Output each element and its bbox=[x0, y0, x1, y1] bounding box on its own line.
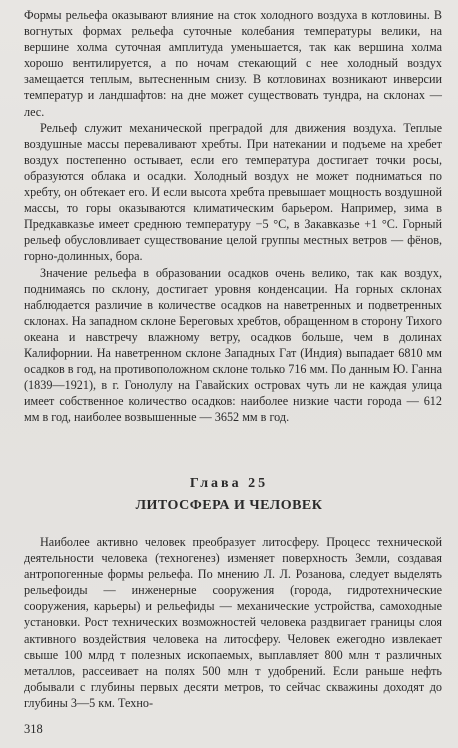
paragraph-precipitation: Значение рельефа в образовании осадков очень велико, так как воздух, поднимаясь по склону, достигает уровня конденсации. На горных склонах наблюдается различие в количестве осадков на наветренных и подветренных склонах. На западном склоне Береговых хребтов, обращенном в сторону Тихого океана и навстречу влажному ветру, осадков больше, чем в долинах Калифорнии. На наветренном склоне Западных Гат (Индия) выпадает 6810 мм осадков в год, на противоположном склоне только 716 мм. По данным Ю. Ганна (1839—1921), в г. Гонолулу на Гавайских островах чуть ли не каждая улица имеет собственное количество осадков: наиболее низкие части города — 612 мм в год, наиболее возвышенные — 3652 мм в год. bbox=[24, 265, 442, 425]
chapter-number: Глава 25 bbox=[189, 476, 269, 491]
chapter-title: ЛИТОСФЕРА И ЧЕЛОВЕК bbox=[135, 498, 323, 513]
page-number: 318 bbox=[24, 722, 43, 736]
paragraph-lithosphere-transformation: Наиболее активно человек преобразует литосферу. Процесс технической деятельности человека (техногенез) изменяет поверхность Земли, создавая антропогенные формы рельефа. По мнению Л. Л. Розанова, следует выделять рельефоиды — инженерные сооружения (города, гидротехнические сооружения, карьеры) и рельефиды — механические устройства, самоходные установки. Рост технических возможностей человека раздвигает границы слоя активного воздействия человека на литосферу. Человек ежегодно извлекает свыше 100 млрд т полезных ископаемых, выплавляет 800 млн т различных металлов, рассеивает на полях 500 млн т удобрений. Если раньше нефть добывали с глубины первых десяти метров, то сейчас скважины доходят до глубины 3—5 км. Техно- bbox=[24, 535, 442, 710]
paragraph-cold-air-flow: Формы рельефа оказывают влияние на сток холодного воздуха в котловины. В вогнутых формах рельефа суточные колебания температуры велики, на вершине холма суточная амплитуда уменьшается, так как вершина холма хорошо вентилируется, а по ночам стекающий с нее холодный воздух замещается теплым, вытесненным снизу. В котловинах возникают инверсии температур и ландшафтов: на дне может существовать тундра, на склонах — лес. bbox=[24, 8, 442, 119]
upper-text-block bbox=[24, 7, 442, 425]
lower-text-block bbox=[24, 534, 442, 711]
paragraph-relief-barrier: Рельеф служит механической преградой для движения воздуха. Теплые воздушные массы переваливают хребты. При натекании и подъеме на хребет воздух постепенно остывает, если его температура достигает точки росы, образуются облака и осадки. Холодный воздух не может подниматься по хребту, он обтекает его. И если высота хребта превышает мощность воздушной массы, то горы оказываются климатическим барьером. Например, зима в Предкавказье имеет среднюю температуру −5 °С, в Закавказье +1 °С. Горный рельеф обусловливает существование целой группы местных ветров — фёнов, горно-долинных, бора. bbox=[24, 120, 442, 264]
